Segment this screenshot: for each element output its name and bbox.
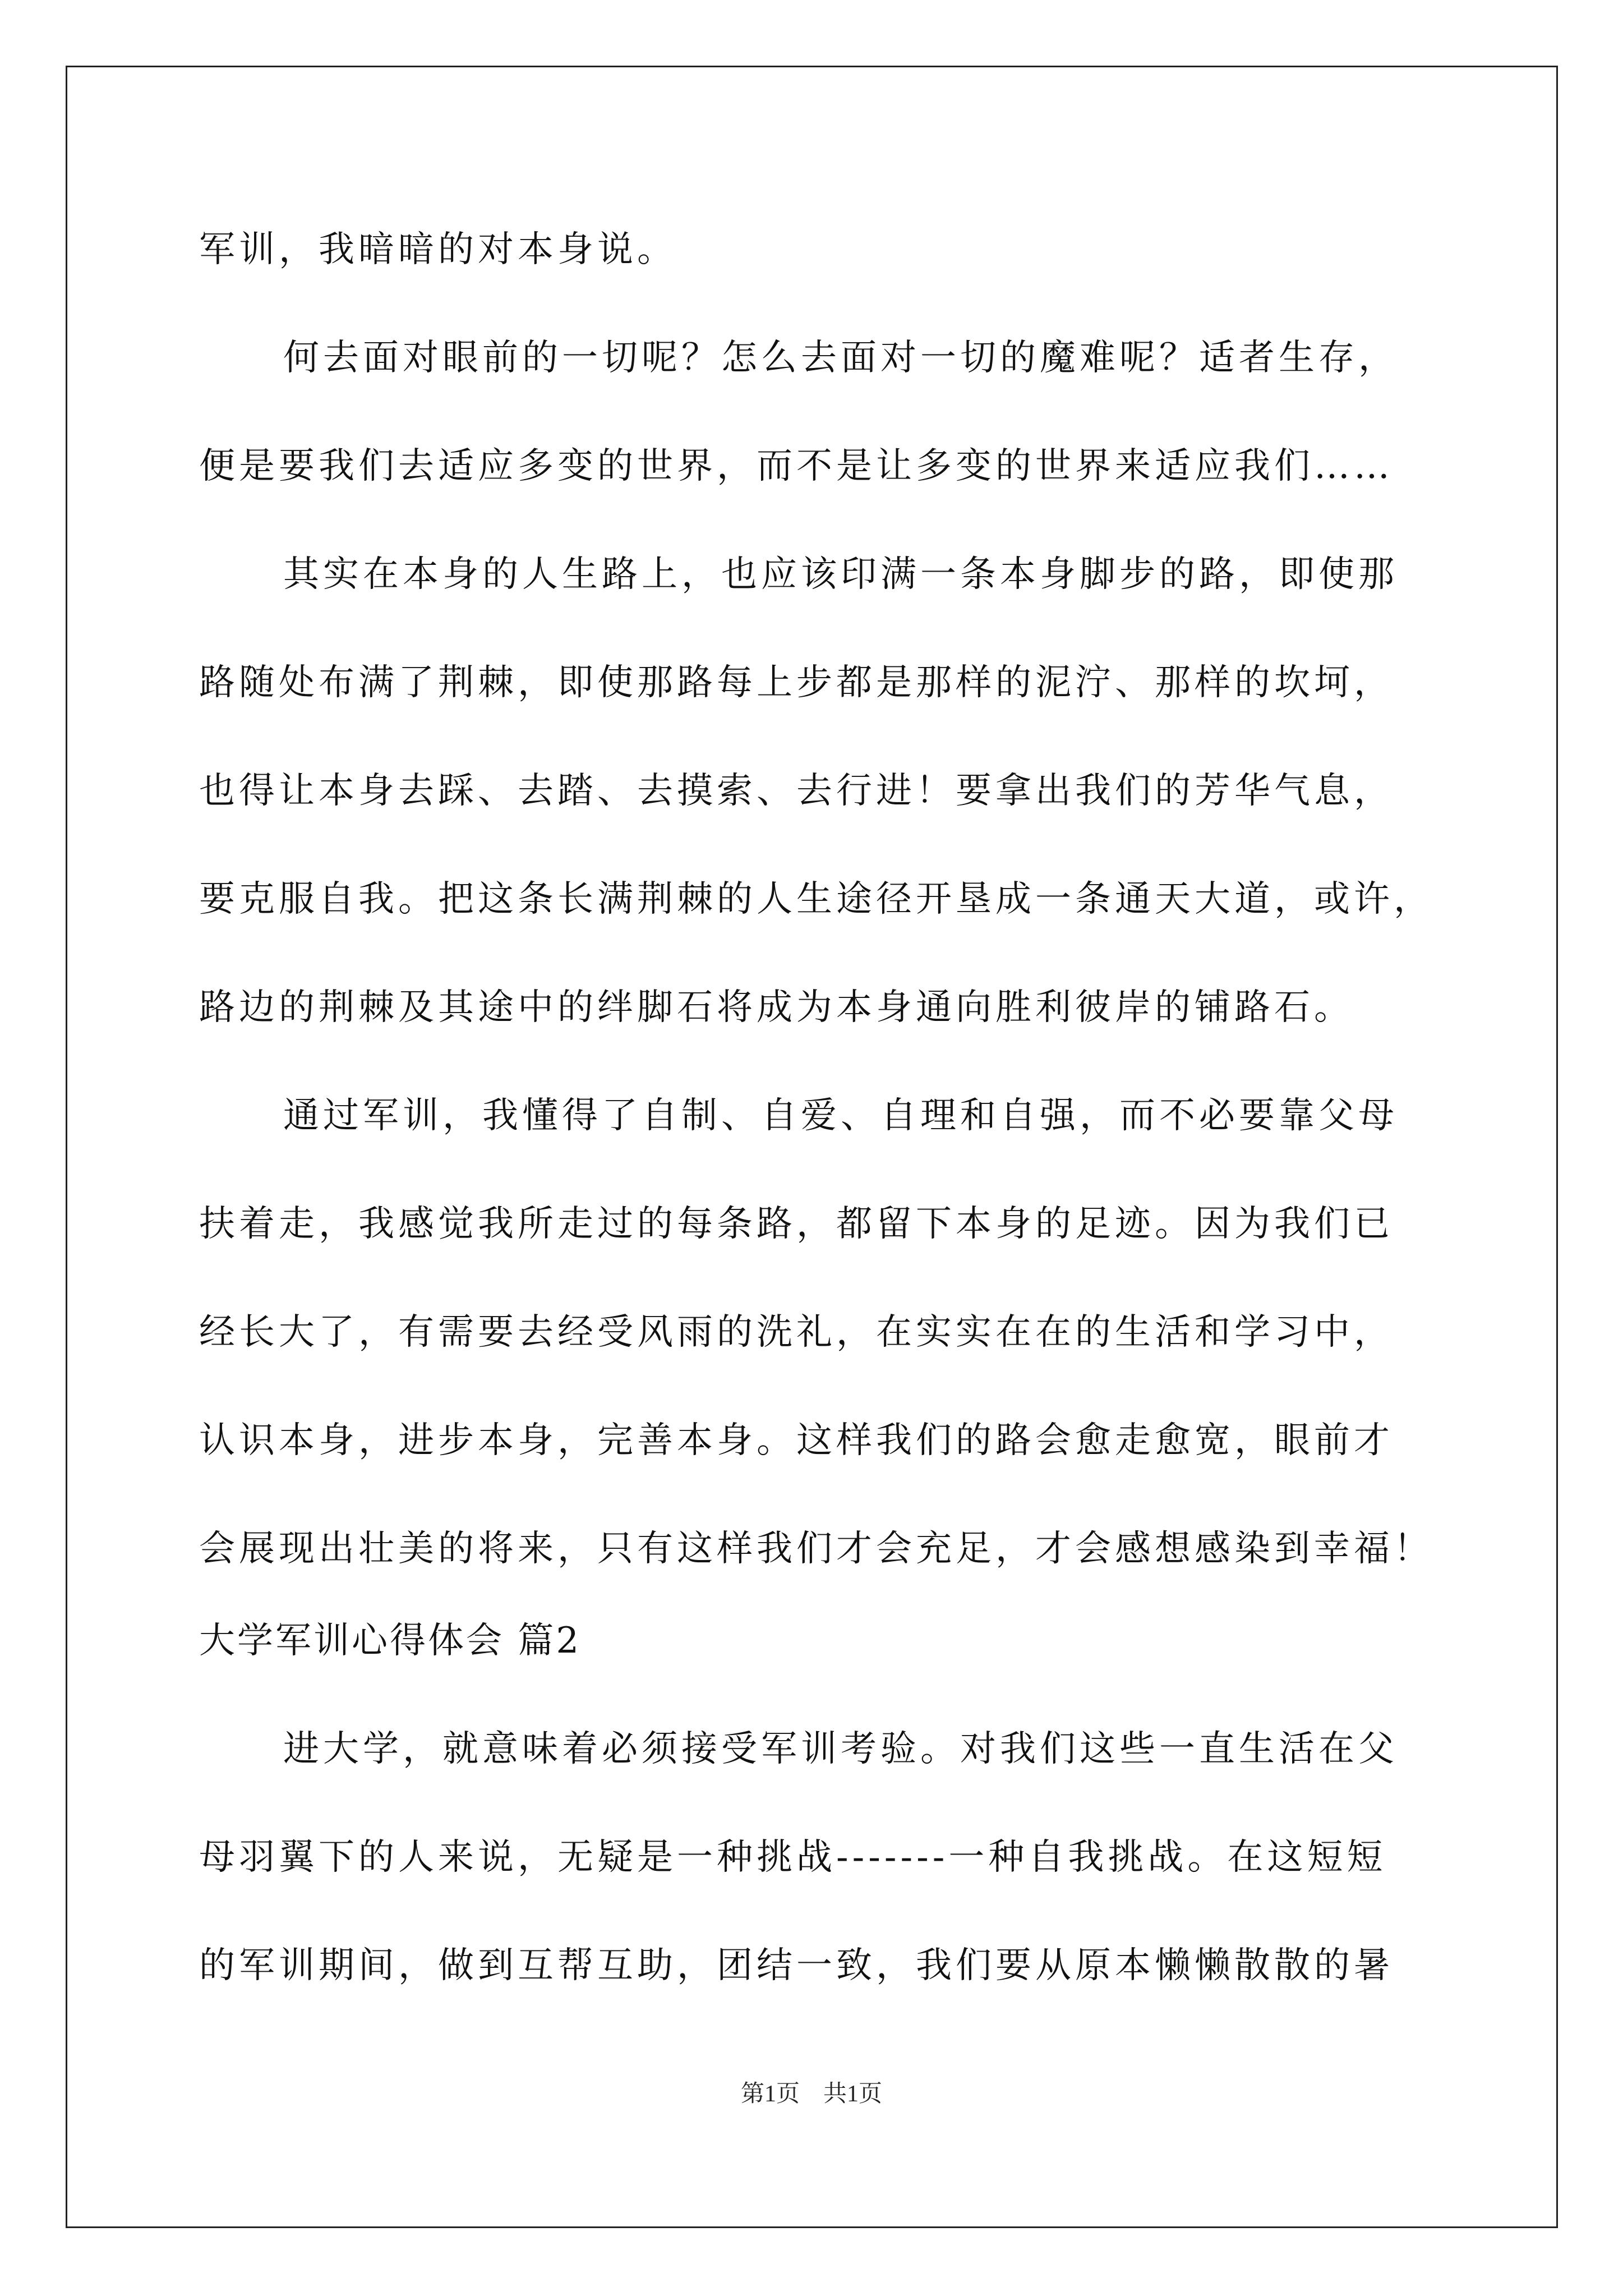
text-line-12: 认识本身，进步本身，完善本身。这样我们的路会愈走愈宽，眼前才 <box>199 1420 1394 1461</box>
text-line-3: 便是要我们去适应多变的世界，而不是让多变的世界来适应我们…… <box>199 445 1394 487</box>
text-line-9: 通过军训，我懂得了自制、自爱、自理和自强，而不必要靠父母 <box>283 1095 1398 1137</box>
text-line-8: 路边的荆棘及其途中的绊脚石将成为本身通向胜利彼岸的铺路石。 <box>199 987 1354 1028</box>
text-line-17: 的军训期间，做到互帮互助，团结一致，我们要从原本懒懒散散的暑 <box>199 1945 1394 1986</box>
text-line-6: 也得让本身去踩、去踏、去摸索、去行进！要拿出我们的芳华气息， <box>199 770 1394 812</box>
text-line-16: 母羽翼下的人来说，无疑是一种挑战-------一种自我挑战。在这短短 <box>199 1837 1387 1878</box>
page-number-footer: 第1页 共1页 <box>740 2081 882 2107</box>
text-line-4: 其实在本身的人生路上，也应该印满一条本身脚步的路，即使那 <box>283 554 1398 595</box>
text-line-11: 经长大了，有需要去经受风雨的洗礼，在实实在在的生活和学习中， <box>199 1312 1394 1353</box>
text-line-7: 要克服自我。把这条长满荆棘的人生途径开垦成一条通天大道，或许， <box>199 878 1433 920</box>
section-heading: 大学军训心得体会 篇2 <box>199 1620 582 1662</box>
text-line-10: 扶着走，我感觉我所走过的每条路，都留下本身的足迹。因为我们已 <box>199 1203 1394 1245</box>
page-border <box>66 66 1558 2228</box>
text-line-1: 军训，我暗暗的对本身说。 <box>199 229 677 270</box>
text-line-13: 会展现出壮美的将来，只有这样我们才会充足，才会感想感染到幸福！ <box>199 1528 1433 1570</box>
text-line-2: 何去面对眼前的一切呢？怎么去面对一切的魔难呢？适者生存， <box>283 337 1398 379</box>
text-line-5: 路随处布满了荆棘，即使那路每上步都是那样的泥泞、那样的坎坷， <box>199 662 1394 703</box>
text-line-15: 进大学，就意味着必须接受军训考验。对我们这些一直生活在父 <box>283 1728 1398 1770</box>
